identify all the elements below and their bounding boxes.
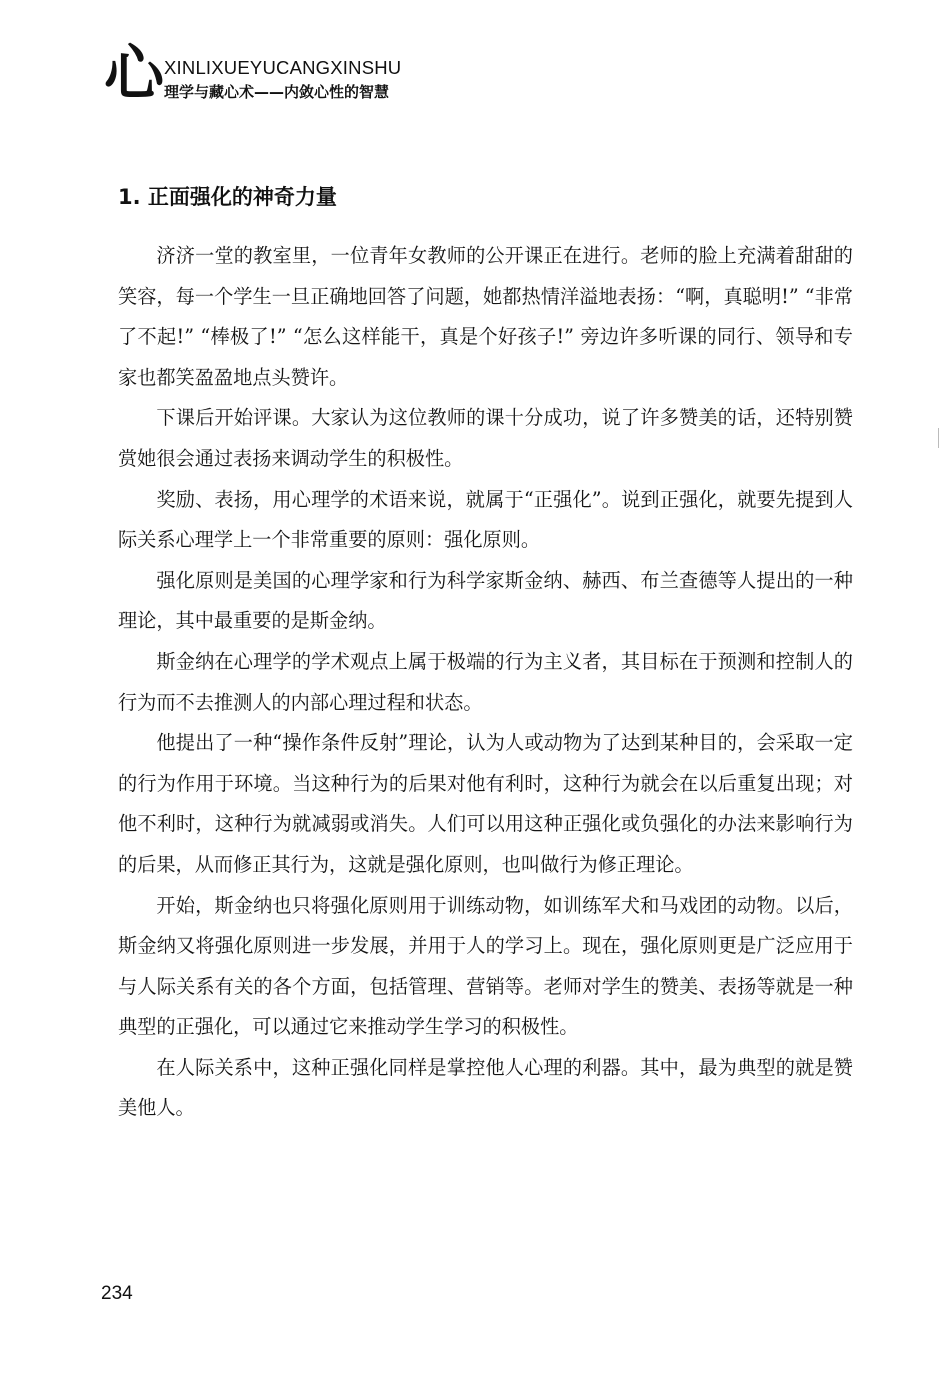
paragraph: 他提出了一种“操作条件反射”理论，认为人或动物为了达到某种目的，会采取一定的行为作用于环境。当这种行为的后果对他有利时，这种行为就会在以后重复出现；对他不利时，这种行为就减弱或消失。人们可以用这种正强化或负强化的办法来影响行为的后果，从而修正其行为，这就是强化原则，也叫做行为修正理论。	[118, 731, 853, 876]
paragraph: 斯金纳在心理学的学术观点上属于极端的行为主义者，其目标在于预测和控制人的行为而不去推测人的内部心理过程和状态。	[118, 649, 853, 714]
paragraph: 在人际关系中，这种正强化同样是掌控他人心理的利器。其中，最为典型的就是赞美他人。	[118, 1055, 853, 1120]
paragraph: 下课后开始评课。大家认为这位教师的课十分成功，说了许多赞美的话，还特别赞赏她很会通过表扬来调动学生的积极性。	[118, 406, 853, 470]
section-heading: 1. 正面强化的神奇力量	[118, 185, 337, 209]
paragraph: 开始，斯金纳也只将强化原则用于训练动物，如训练军犬和马戏团的动物。以后，斯金纳又将强化原则进一步发展，并用于人的学习上。现在，强化原则更是广泛应用于与人际关系有关的各个方面，包括管理、营销等。老师对学生的赞美、表扬等就是一种典型的正强化，可以通过它来推动学生学习的积极性。	[118, 893, 853, 1039]
paragraph: 强化原则是美国的心理学家和行为科学家斯金纳、赫西、布兰查德等人提出的一种理论，其中最重要的是斯金纳。	[118, 568, 853, 633]
running-header	[104, 39, 504, 112]
paragraph: 济济一堂的教室里，一位青年女教师的公开课正在进行。老师的脸上充满着甜甜的笑容，每一个学生一旦正确地回答了问题，她都热情洋溢地表扬：“啊，真聪明!” “非常了不起!” “棒极了!” “怎么这样能干，真是个好孩子!” 旁边许多听课的同行、领导和专家也都笑盈盈地点头赞许。	[118, 244, 853, 389]
header-logo-character: 心	[104, 39, 164, 109]
body-text	[118, 236, 853, 1129]
paragraph: 奖励、表扬，用心理学的术语来说，就属于“正强化”。说到正强化，就要先提到人际关系心理学上一个非常重要的原则：强化原则。	[118, 487, 853, 552]
header-book-title: 理学与藏心术——内敛心性的智慧	[164, 83, 390, 101]
page-number: 234	[101, 1283, 133, 1304]
scan-margin-mark	[938, 428, 939, 448]
header-pinyin: XINLIXUEYUCANGXINSHU	[164, 57, 402, 78]
